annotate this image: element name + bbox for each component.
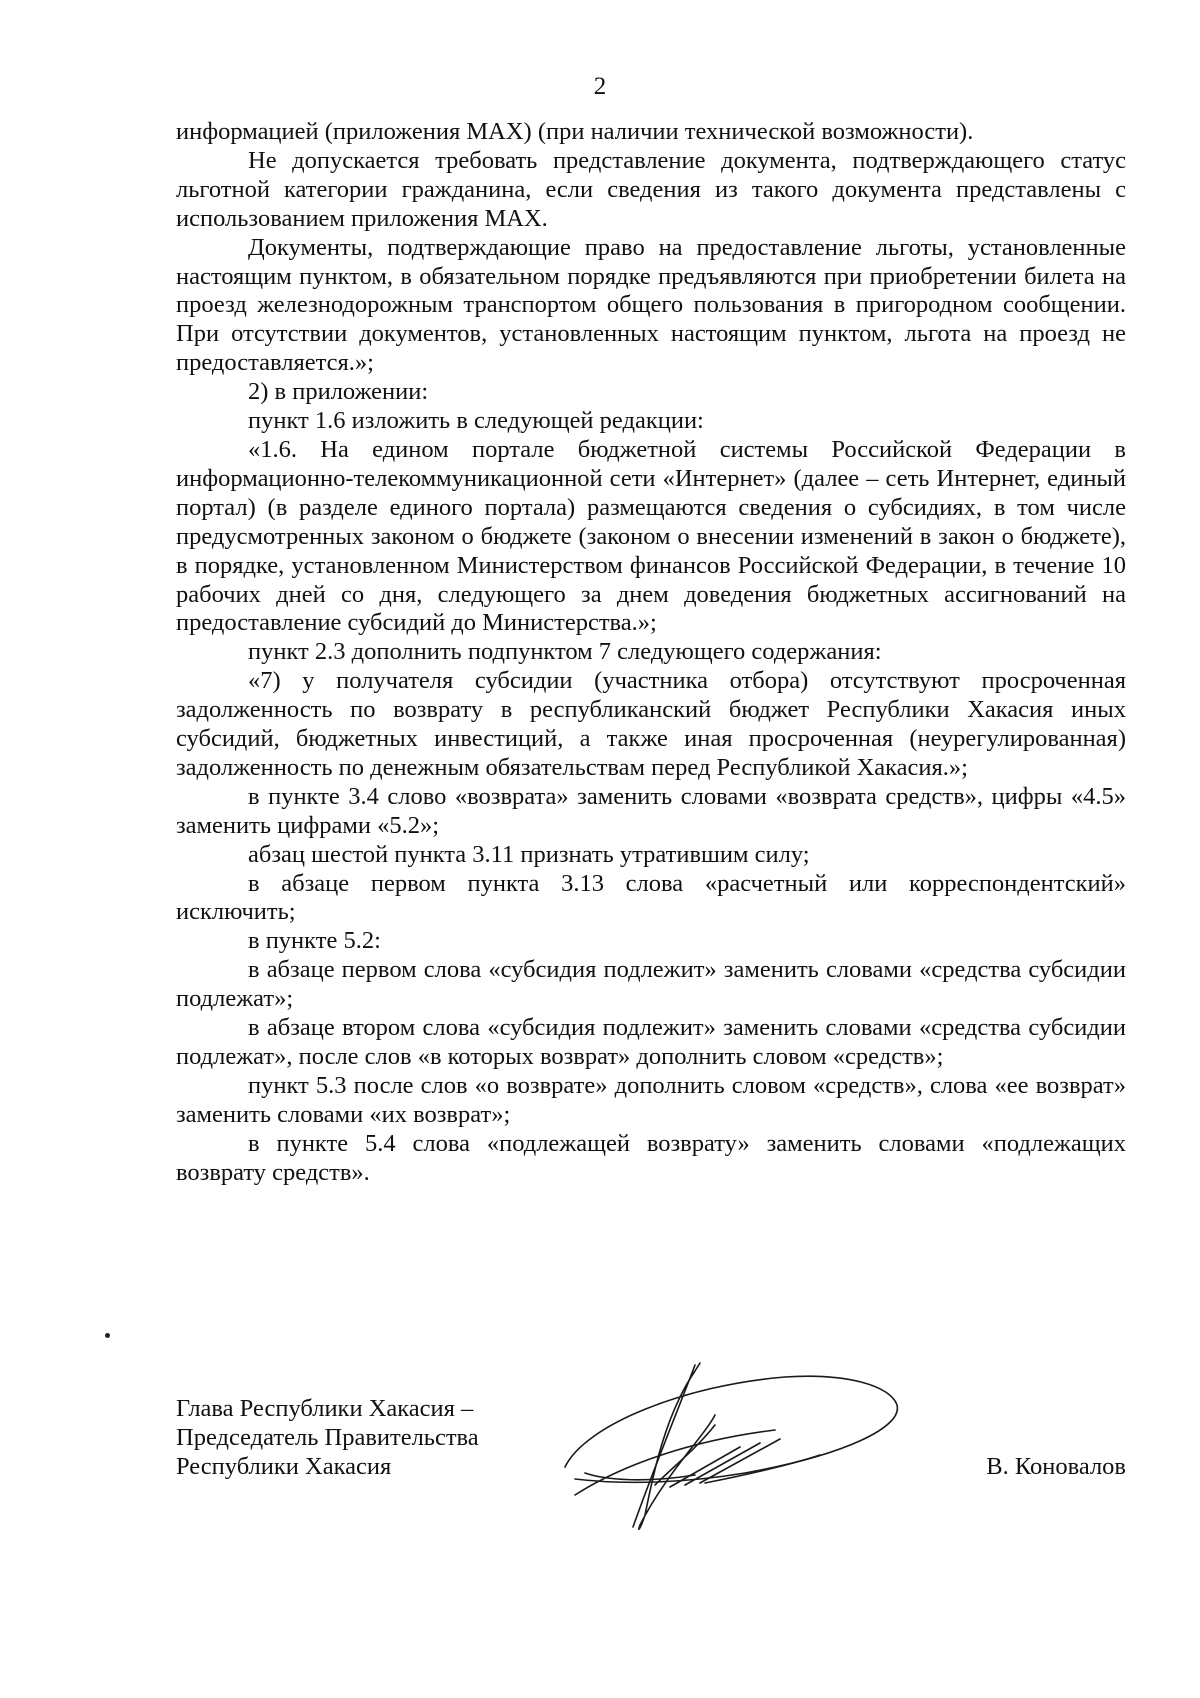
paragraph: в абзаце первом слова «субсидия подлежит» заменить словами «средства субсидии подлежат»; <box>176 956 1126 1013</box>
paragraph: абзац шестой пункта 3.11 признать утратившим силу; <box>248 840 810 868</box>
page-number: 2 <box>593 73 607 100</box>
paragraph: в пункте 3.4 слово «возврата» заменить словами «возврата средств», цифры «4.5» заменить цифрами «5.2»; <box>176 782 1126 839</box>
signatory-title-line: Председатель Правительства <box>176 1424 479 1451</box>
paragraph: «7) у получателя субсидии (участника отбора) отсутствуют просроченная задолженность по возврату в республиканский бюджет Республики Хакасия иных субсидий, бюджетных инвестиций, а также иная просроченная (неурегулированная) задолженность по денежным обязательствам перед Республикой Хакасия.»; <box>176 667 1126 781</box>
signatory-title <box>176 1394 536 1481</box>
paragraph: пункт 5.3 после слов «о возврате» дополнить словом «средств», слова «ее возврат» заменить словами «их возврат»; <box>176 1071 1126 1128</box>
signer-name: В. Коновалов <box>986 1453 1126 1480</box>
paragraph: пункт 1.6 изложить в следующей редакции: <box>248 407 704 435</box>
paragraph: в пункте 5.2: <box>248 927 381 955</box>
paragraph: 2) в приложении: <box>248 378 429 406</box>
paragraph: информацией (приложения MAX) (при наличии технической возможности). <box>176 118 974 145</box>
signatory-title-line: Республики Хакасия <box>176 1453 392 1480</box>
paragraph: в абзаце первом пункта 3.13 слова «расчетный или корреспондентский» исключить; <box>176 869 1126 926</box>
document-body <box>176 118 1126 1188</box>
paragraph: «1.6. На едином портале бюджетной системы Российской Федерации в информационно-телекоммуникационной сети «Интернет» (далее – сеть Интернет, единый портал) (в разделе единого портала) размещаются сведения о субсидиях, в том числе предусмотренных законом о бюджете (законом о внесении изменений в закон о бюджете), в порядке, установленном Министерством финансов Российской Федерации, в течение 10 рабочих дней со дня, следующего за днем доведения бюджетных ассигнований на предоставление субсидий до Министерства.»; <box>176 435 1126 637</box>
scan-dot-mark <box>105 1333 110 1338</box>
paragraph: Документы, подтверждающие право на предоставление льготы, установленные настоящим пунктом, в обязательном порядке предъявляются при приобретении билета на проезд железнодорожным транспортом общего пользования в пригородном сообщении. При отсутствии документов, установленных настоящим пунктом, льгота на проезд не предоставляется.»; <box>176 233 1126 377</box>
signatory-title-line: Глава Республики Хакасия – <box>176 1395 474 1422</box>
paragraph: пункт 2.3 дополнить подпунктом 7 следующего содержания: <box>248 638 882 666</box>
handwritten-signature <box>545 1355 915 1535</box>
paragraph: в пункте 5.4 слова «подлежащей возврату» заменить словами «подлежащих возврату средств». <box>176 1129 1126 1186</box>
paragraph: в абзаце втором слова «субсидия подлежит» заменить словами «средства субсидии подлежат», после слов «в которых возврат» дополнить словом «средств»; <box>176 1014 1126 1070</box>
paragraph: Не допускается требовать представление документа, подтверждающего статус льготной категории гражданина, если сведения из такого документа представлены с использованием приложения MAX. <box>176 146 1126 232</box>
